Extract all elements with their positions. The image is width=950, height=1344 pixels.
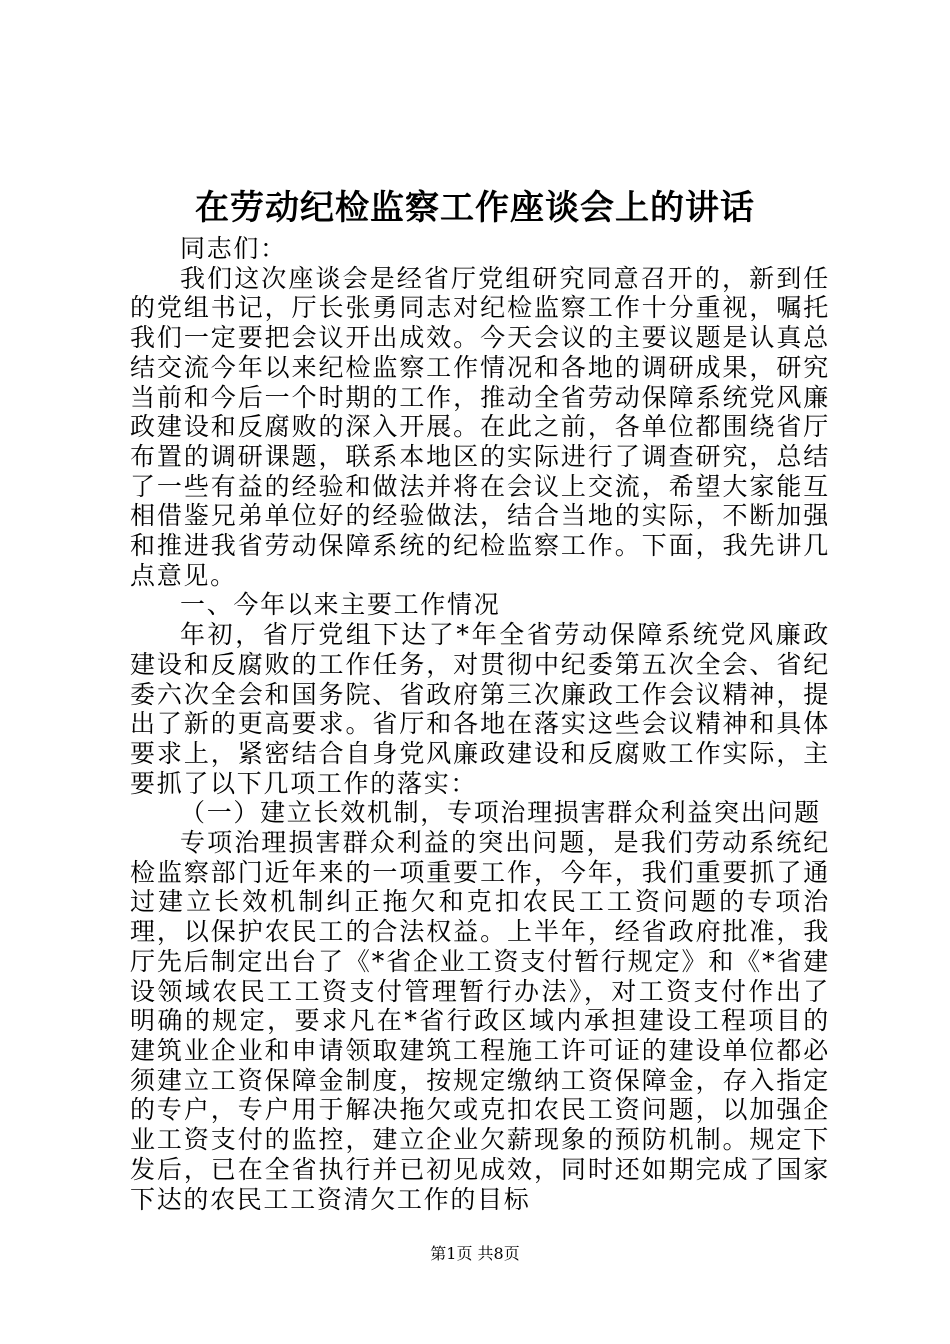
document-title: 在劳动纪检监察工作座谈会上的讲话 — [195, 188, 755, 228]
section-heading: 一、今年以来主要工作情况 — [180, 590, 501, 620]
paragraph: 专项治理损害群众利益的突出问题，是我们劳动系统纪检监察部门近年来的一项重要工作，今年，我们重要抓了通过建立长效机制纠正拖欠和克扣农民工工资问题的专项治理，以保护农民工的合法权益。上半年，经省政府批准，我厅先后制定出台了《*省企业工资支付暂行规定》和《*省建设领域农民工工资支付管理暂行办法》，对工资支付作出了明确的规定，要求凡在*省行政区域内承担建设工程项目的建筑业企业和申请领取建筑工程施工许可证的建设单位都必须建立工资保障金制度，按规定缴纳工资保障金，存入指定的专户，专户用于解决拖欠或克扣农民工资问题，以加强企业工资支付的监控，建立企业欠薪现象的预防机制。规定下发后，已在全省执行并已初见成效，同时还如期完成了国家下达的农民工工资清欠工作的目标 — [130, 828, 830, 1214]
subsection-heading: （一）建立长效机制，专项治理损害群众利益突出问题 — [180, 798, 821, 828]
page-number-footer: 第1页 共8页 — [430, 1244, 520, 1263]
paragraph: 我们这次座谈会是经省厅党组研究同意召开的，新到任的党组书记，厅长张勇同志对纪检监察工作十分重视，嘱托我们一定要把会议开出成效。今天会议的主要议题是认真总结交流今年以来纪检监察工作情况和各地的调研成果，研究当前和今后一个时期的工作，推动全省劳动保障系统党风廉政建设和反腐败的深入开展。在此之前，各单位都围绕省厅布置的调研课题，联系本地区的实际进行了调查研究，总结了一些有益的经验和做法并将在会议上交流，希望大家能互相借鉴兄弟单位好的经验做法，结合当地的实际，不断加强和推进我省劳动保障系统的纪检监察工作。下面，我先讲几点意见。 — [130, 263, 830, 590]
salutation: 同志们： — [180, 234, 287, 263]
document-body — [130, 234, 830, 1214]
paragraph: 年初，省厅党组下达了*年全省劳动保障系统党风廉政建设和反腐败的工作任务，对贯彻中纪委第五次全会、省纪委六次全会和国务院、省政府第三次廉政工作会议精神，提出了新的更高要求。省厅和各地在落实这些会议精神和具体要求上，紧密结合自身党风廉政建设和反腐败工作实际，主要抓了以下几项工作的落实： — [130, 620, 830, 798]
